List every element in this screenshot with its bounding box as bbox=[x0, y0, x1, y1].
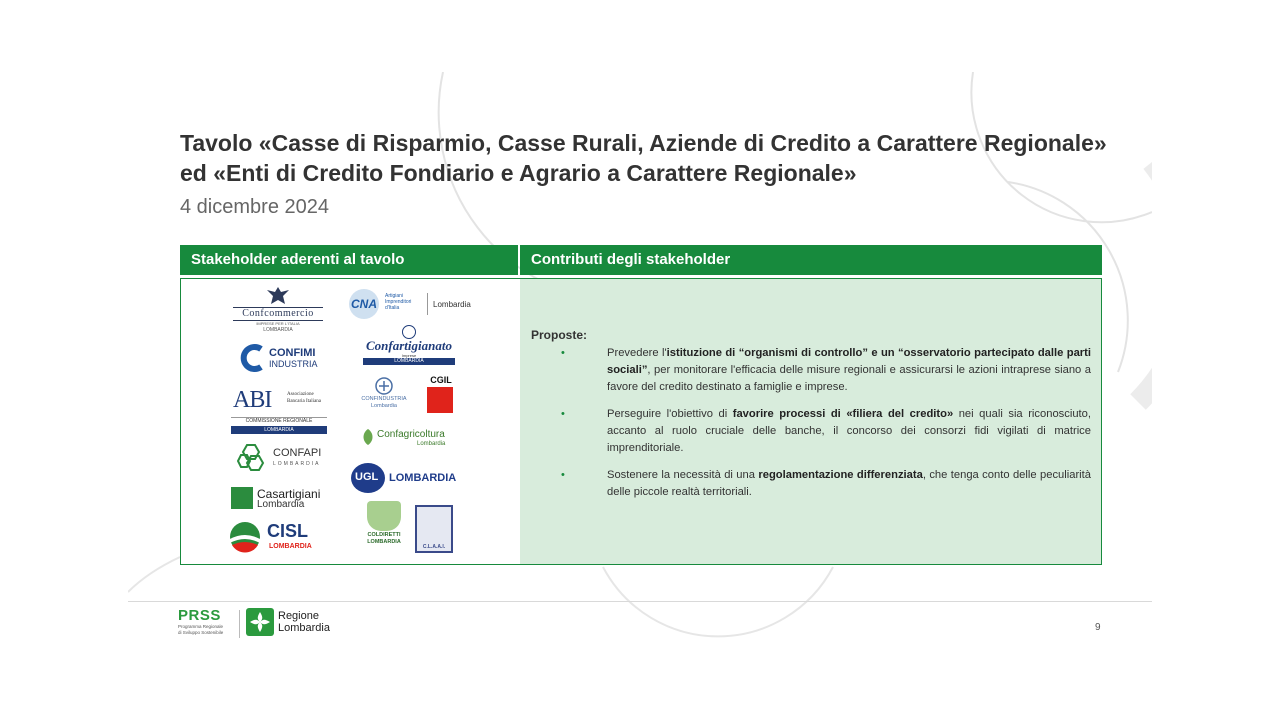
abi-commission: COMMISSIONE REGIONALE bbox=[231, 417, 327, 424]
confartigianato-name: Confartigianato bbox=[366, 338, 452, 353]
bullet-icon: • bbox=[561, 408, 565, 420]
region-line2: Lombardia bbox=[278, 622, 330, 634]
confindustria-name: CONFINDUSTRIA bbox=[361, 396, 407, 402]
confindustria-region: Lombardia bbox=[371, 403, 397, 409]
prss-logo bbox=[178, 608, 236, 642]
cna-logo bbox=[349, 287, 473, 321]
prss-name: PRSS bbox=[178, 607, 221, 624]
coldiretti-region: LOMBARDIA bbox=[367, 539, 401, 545]
eagle-icon bbox=[265, 285, 291, 307]
confartigianato-sub: Imprese bbox=[401, 353, 417, 358]
proposals-label: Proposte: bbox=[531, 328, 588, 342]
table-header-stakeholders: Stakeholder aderenti al tavolo bbox=[180, 245, 518, 275]
footer-logo-separator bbox=[239, 610, 240, 638]
confimi-c-icon bbox=[239, 343, 265, 373]
table-header-contributions: Contributi degli stakeholder bbox=[520, 245, 1102, 275]
cna-name: CNA bbox=[351, 297, 377, 311]
confartigianato-logo bbox=[363, 325, 455, 369]
proposals-list bbox=[561, 345, 1091, 511]
confapi-region: LOMBARDIA bbox=[273, 461, 321, 467]
region-line1: Regione bbox=[278, 610, 319, 622]
casartigiani-emblem-icon bbox=[231, 487, 253, 509]
footer-divider bbox=[128, 601, 1152, 602]
page-title: Tavolo «Casse di Risparmio, Casse Rurali, Aziende di Credito a Carattere Regionale» ed «Enti di Credito Fondiario e Agrario a Carattere Regionale» bbox=[180, 130, 1107, 186]
confagricoltura-region: Lombardia bbox=[417, 441, 446, 447]
claai-name: C.L.A.A.I. bbox=[422, 544, 446, 550]
casartigiani-logo bbox=[231, 485, 329, 513]
prss-sub2: di Sviluppo Sostenibile bbox=[178, 630, 224, 635]
confimi-logo bbox=[239, 343, 329, 375]
ugl-region: LOMBARDIA bbox=[389, 472, 457, 484]
cgil-logo bbox=[427, 375, 455, 415]
confartigianato-emblem-icon bbox=[402, 325, 416, 339]
list-item: • Prevedere l'istituzione di “organismi di controllo” e un “osservatorio partecipato dalle parti sociali”, per monitorare l'efficacia delle misure regionali e assicurarsi le azioni intraprese siano a favore del credito destinato a famiglie e imprese. bbox=[561, 347, 1091, 393]
confagricoltura-leaf-icon bbox=[361, 427, 375, 447]
confcommercio-name: Confcommercio bbox=[233, 307, 323, 321]
page-number: 9 bbox=[1095, 622, 1101, 633]
coldiretti-name: COLDIRETTI bbox=[367, 532, 401, 538]
list-item: • Perseguire l'obiettivo di favorire processi di «filiera del credito» nei quali sia riconosciuto, accanto al ruolo cruciale delle banche, il concorso dei consorzi fidi vigilati di matrice imprenditoriale. bbox=[561, 408, 1091, 454]
cisl-region: LOMBARDIA bbox=[269, 543, 312, 550]
confapi-logo bbox=[237, 443, 327, 473]
cgil-red-block bbox=[427, 387, 453, 413]
regione-lombardia-logo bbox=[246, 608, 356, 638]
coldiretti-shield bbox=[367, 501, 401, 531]
confimi-sub: INDUSTRIA bbox=[269, 359, 318, 369]
lombardia-rose-icon bbox=[246, 608, 274, 636]
bullet-icon: • bbox=[561, 347, 565, 359]
hexagon-cluster-icon bbox=[237, 443, 269, 473]
cgil-name: CGIL bbox=[430, 375, 452, 385]
slide bbox=[128, 72, 1152, 648]
abi-sub: Associazione Bancaria Italiana bbox=[287, 392, 322, 404]
meeting-date: 4 dicembre 2024 bbox=[180, 196, 329, 218]
confcommercio-logo bbox=[233, 285, 323, 333]
confagricoltura-name: Confagricoltura bbox=[377, 429, 445, 440]
ugl-name: UGL bbox=[355, 471, 379, 483]
abi-name: ABI bbox=[233, 387, 272, 413]
abi-logo bbox=[231, 387, 327, 435]
confimi-name: CONFIMI bbox=[269, 347, 316, 359]
confcommercio-sub: IMPRESE PER L'ITALIA bbox=[256, 321, 300, 326]
bullet-icon: • bbox=[561, 469, 565, 481]
cna-divider bbox=[427, 293, 428, 315]
confcommercio-region: LOMBARDIA bbox=[263, 327, 293, 333]
cisl-name: CISL bbox=[267, 521, 309, 541]
confindustria-logo bbox=[355, 377, 413, 417]
confagricoltura-logo bbox=[361, 427, 457, 451]
abi-region: LOMBARDIA bbox=[231, 426, 327, 434]
prss-sub1: Programma Regionale bbox=[178, 624, 224, 629]
cisl-logo bbox=[229, 521, 329, 555]
ugl-logo bbox=[351, 463, 471, 495]
casartigiani-name: Casartigiani bbox=[257, 487, 321, 501]
casartigiani-region: Lombardia bbox=[257, 499, 305, 510]
cna-region: Lombardia bbox=[433, 300, 471, 309]
list-item: • Sostenere la necessità di una regolamentazione differenziata, che tenga conto delle peculiarità delle piccole realtà territoriali. bbox=[561, 469, 1091, 498]
claai-logo bbox=[415, 505, 453, 553]
stakeholder-logos-panel bbox=[180, 278, 521, 565]
cisl-emblem-icon bbox=[229, 521, 261, 553]
cna-sub: Artigiani Imprenditori d'Italia bbox=[385, 293, 412, 311]
coldiretti-logo bbox=[363, 501, 405, 553]
confartigianato-region: LOMBARDIA bbox=[363, 358, 455, 365]
confindustria-emblem-icon bbox=[375, 377, 393, 395]
confapi-name: CONFAPI bbox=[273, 447, 322, 459]
contributions-panel bbox=[520, 278, 1102, 565]
